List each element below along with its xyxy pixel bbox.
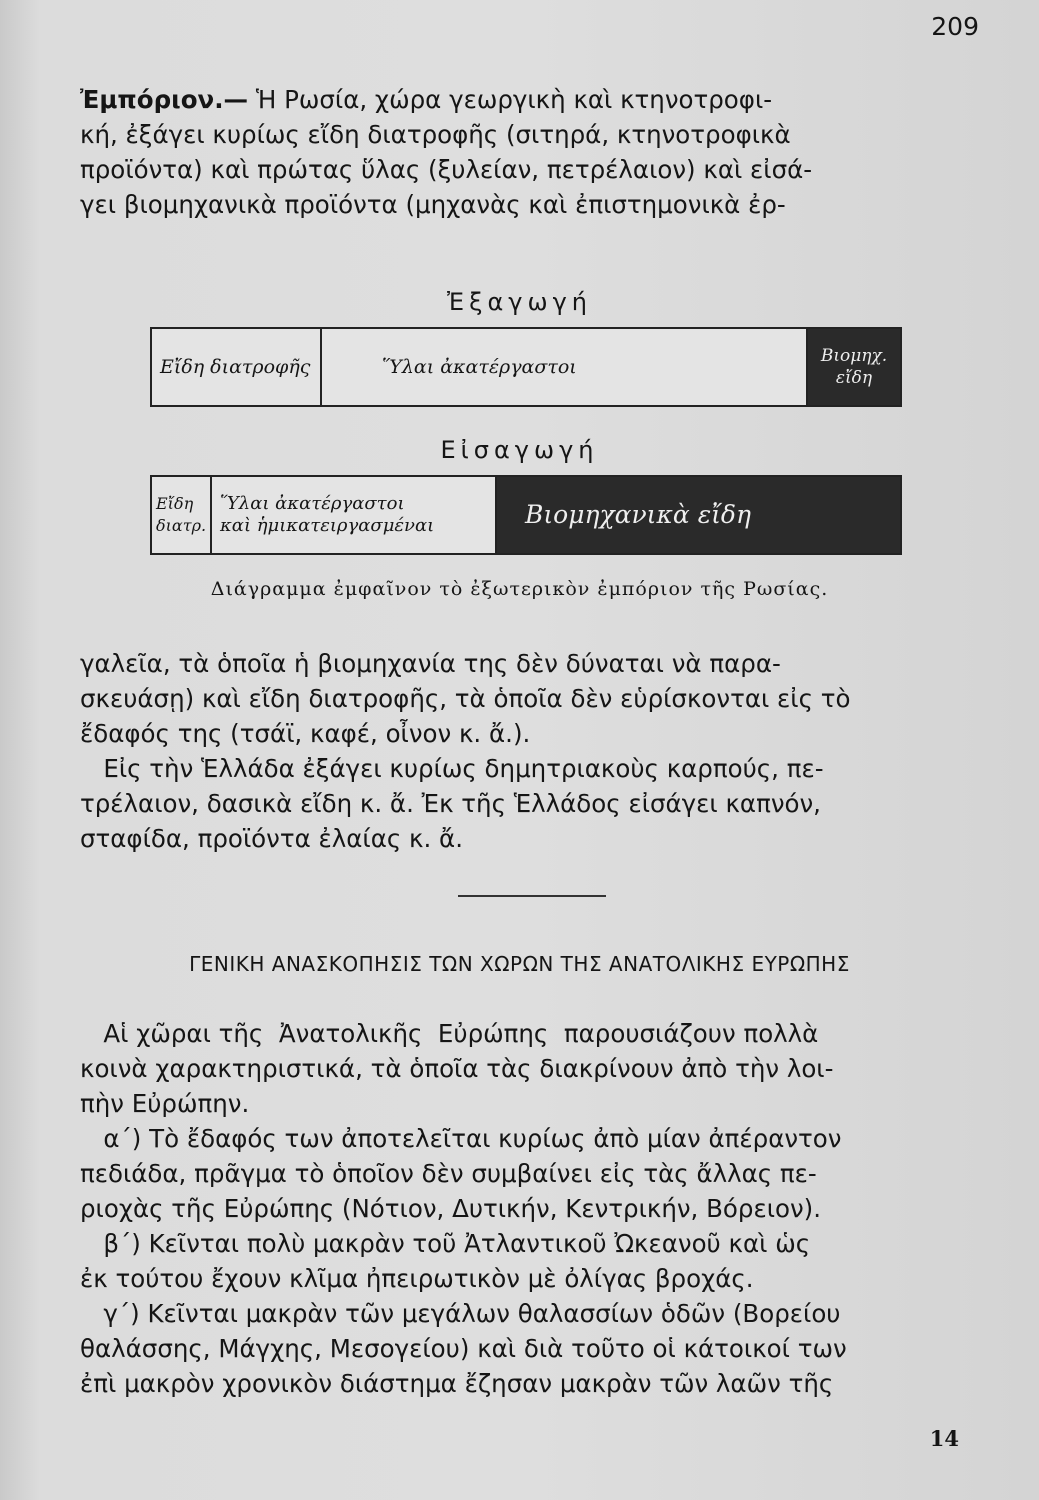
text-line: γαλεῖα, τὰ ὁποῖα ἡ βιομηχανία της δὲν δύναται νὰ παρα- [80,649,781,678]
text-line: σκευάσῃ) καὶ εἴδη διατροφῆς, τὰ ὁποῖα δὲν εὑρίσκονται εἰς τὸ [80,684,851,713]
paragraph-continued [80,646,982,856]
text-line: θαλάσσης, Μάγχης, Μεσογείου) καὶ διὰ τοῦτο οἱ κάτοικοί των [80,1334,847,1363]
text-line: γει βιομηχανικὰ προϊόντα (μηχανὰς καὶ ἐπιστημονικὰ ἐρ- [80,190,786,219]
text-line: Αἱ χῶραι τῆς Ἀνατολικῆς Εὐρώπης παρουσιάζουν πολλὰ [80,1019,819,1048]
text-line: κοινὰ χαρακτηριστικά, τὰ ὁποῖα τὰς διακρίνουν ἀπὸ τὴν λοι- [80,1054,834,1083]
export-bar [150,327,902,407]
import-title: Εἰσαγωγή [440,436,599,464]
text-line: α΄) Τὸ ἔδαφός των ἀποτελεῖται κυρίως ἀπὸ μίαν ἀπέραντον [80,1124,842,1153]
text-line: ἐπὶ μακρὸν χρονικὸν διάστημα ἔζησαν μακρὰν τῶν λαῶν τῆς [80,1369,834,1398]
paragraph-eastern-europe [80,1016,982,1401]
text-line: προϊόντα) καὶ πρώτας ὕλας (ξυλείαν, πετρέλαιον) καὶ εἰσά- [80,155,813,184]
import-industrial-cell: Βιομηχανικὰ εἴδη [497,477,900,553]
text-line: γ΄) Κεῖνται μακρὰν τῶν μεγάλων θαλασσίων ὁδῶν (Βορείου [80,1299,841,1328]
diagram-caption: Διάγραμμα ἐμφαῖνον τὸ ἐξωτερικὸν ἐμπόριον τῆς Ρωσίας. [210,578,829,600]
export-raw-materials-cell: Ὕλαι ἀκατέργαστοι [322,329,808,405]
text-line: πεδιάδα, πρᾶγμα τὸ ὁποῖον δὲν συμβαίνει εἰς τὰς ἄλλας πε- [80,1159,817,1188]
text-line: β΄) Κεῖνται πολὺ μακρὰν τοῦ Ἀτλαντικοῦ Ὠκεανοῦ καὶ ὡς [80,1229,811,1258]
export-food-cell: Εἴδη διατροφῆς [152,329,322,405]
text-line: Ἐμπόριον.— Ἡ Ρωσία, χώρα γεωργικὴ καὶ κτηνοτροφι- [80,85,773,114]
import-bar [150,475,902,555]
import-raw-materials-cell: Ὕλαι ἀκατέργαστοι καὶ ἡμικατειργασμέναι [212,477,497,553]
section-heading: ΓΕΝΙΚΗ ΑΝΑΣΚΟΠΗΣΙΣ ΤΩΝ ΧΩΡΩΝ ΤΗΣ ΑΝΑΤΟΛΙΚΗΣ ΕΥΡΩΠΗΣ [189,952,850,976]
text-line: σταφίδα, προϊόντα ἐλαίας κ. ἄ. [80,824,463,853]
text-line: τρέλαιον, δασικὰ εἴδη κ. ἄ. Ἐκ τῆς Ἑλλάδος εἰσάγει καπνόν, [80,789,821,818]
section-divider [458,895,606,897]
text-line: ἐκ τούτου ἔχουν κλῖμα ἠπειρωτικὸν μὲ ὀλίγας βροχάς. [80,1264,754,1293]
text-line: Εἰς τὴν Ἑλλάδα ἐξάγει κυρίως δημητριακοὺς καρπούς, πε- [80,754,824,783]
signature-mark: 14 [929,1426,959,1451]
text-line: ριοχὰς τῆς Εὐρώπης (Νότιον, Δυτικήν, Κεντρικήν, Βόρειον). [80,1194,822,1223]
page-number: 209 [931,12,979,41]
paragraph-trade [80,82,982,222]
text-line: κή, ἐξάγει κυρίως εἴδη διατροφῆς (σιτηρά, κτηνοτροφικὰ [80,120,791,149]
export-industrial-cell: Βιομηχ. εἴδη [808,329,900,405]
text-line: ἔδαφός της (τσάϊ, καφέ, οἶνον κ. ἄ.). [80,719,531,748]
section-lead: Ἐμπόριον.— [80,85,249,114]
text-line: πὴν Εὐρώπην. [80,1089,250,1118]
export-title: Ἐξαγωγή [447,288,592,316]
import-food-cell: Εἴδη διατρ. [152,477,212,553]
